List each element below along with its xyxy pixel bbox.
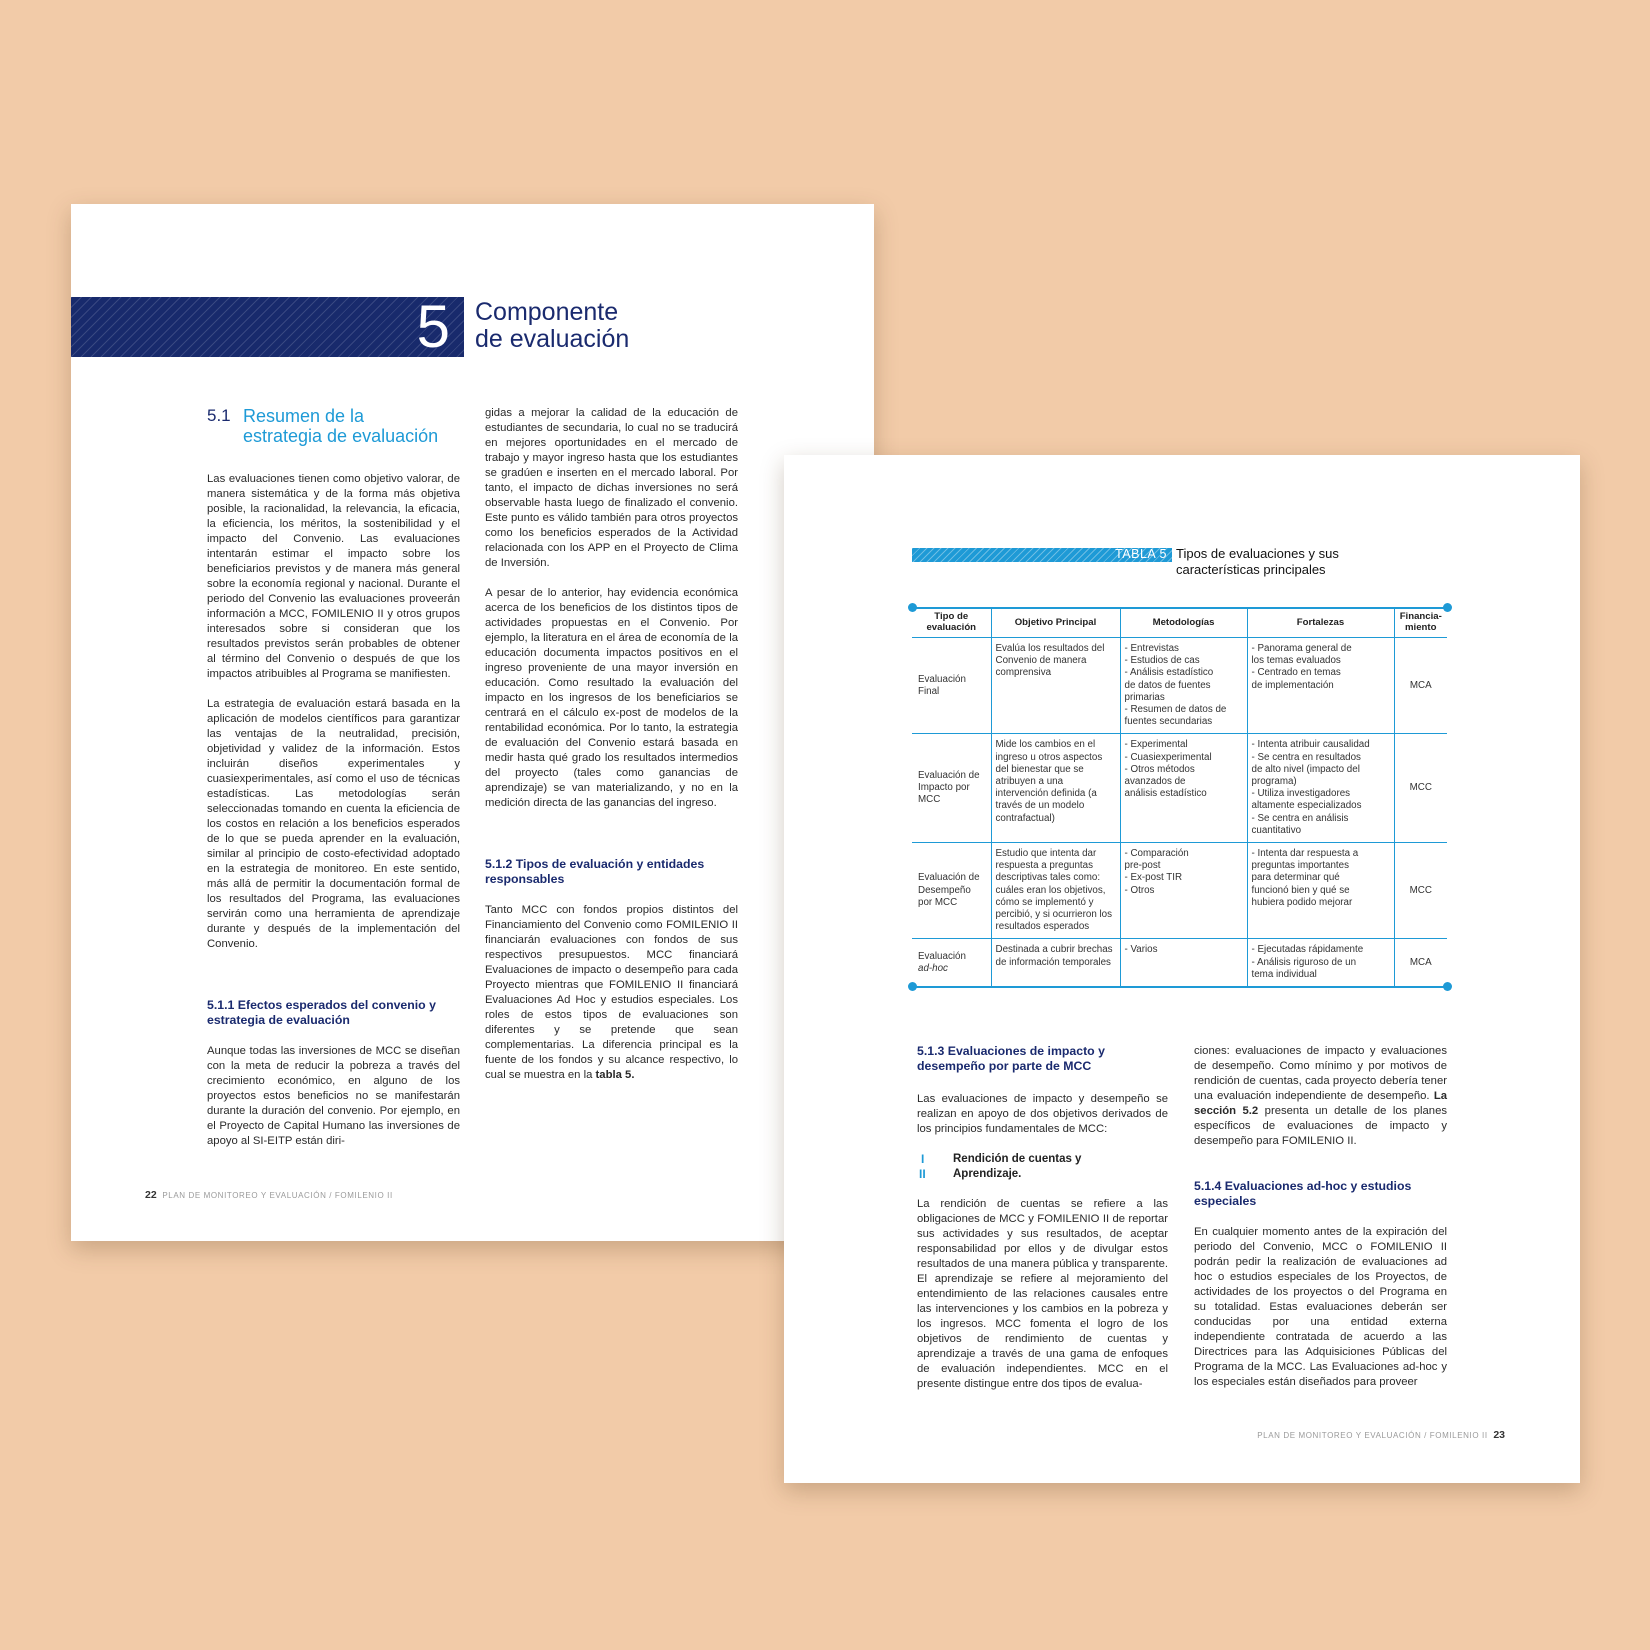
cell-strengths: - Intenta dar respuesta a preguntas importantes para determinar qué funcionó bien y qué se hubiera podido mejorar (1247, 843, 1394, 939)
column-header: Objetivo Principal (991, 607, 1120, 638)
table-header-row (912, 607, 1447, 638)
cell-methods: - Entrevistas - Estudios de cas - Análisis estadístico de datos de fuentes primarias - Resumen de datos de fuentes secundarias (1120, 638, 1247, 734)
left-column-text-b (207, 1044, 460, 1164)
rule-dot (908, 982, 917, 991)
section-heading-5-1: 5.1 Resumen de la estrategia de evaluación (207, 406, 439, 446)
right-column-text-a (485, 406, 738, 826)
cell-type: Evaluación Final (912, 638, 991, 734)
paragraph: La rendición de cuentas se refiere a las obligaciones de MCC y FOMILENIO II de reportar sus actividades y sus resultados, de aceptar responsabilidad por ellos y de divulgar estos resultados de una manera pública y transparente. El aprendizaje se refiere al mejoramiento del entendimiento de las relaciones causales entre las intervenciones y los cambios en la pobreza y los ingresos. MCC fomenta el logro de los objetivos de rendimiento de cuentas y aprendizaje a través de una gama de enfoques de evaluación independientes. MCC en el presente distingue entre dos tipos de evalua- (917, 1198, 1168, 1390)
page-footer: PLAN DE MONITOREO Y EVALUACIÓN / FOMILENIO II 23 (1257, 1429, 1505, 1441)
subheading-5-1-4: 5.1.4 Evaluaciones ad-hoc y estudios especiales (1194, 1179, 1412, 1208)
cell-methods: - Experimental - Cuasiexperimental - Otros métodos avanzados de análisis estadístico (1120, 734, 1247, 843)
section-reference: La sección 5.2 (1194, 1090, 1447, 1117)
table-title: Tipos de evaluaciones y sus características principales (1176, 546, 1339, 577)
cell-type: Evaluación de Impacto por MCC (912, 734, 991, 843)
paragraph: gidas a mejorar la calidad de la educación de estudiantes de secundaria, lo cual no se traducirá en mejores oportunidades en el mercado de trabajo y mayor ingreso hasta que los estudiantes se gradúen e inserten en el mercado laboral. Por tanto, el impacto de dichas inversiones no será observable hasta luego de finalizado el convenio. Este punto es válido también para otros proyectos como los beneficios esperados de la Actividad relacionada con los APP en el Proyecto de Clima de Inversión. (485, 407, 738, 569)
cell-funding: MCA (1394, 939, 1447, 986)
cell-strengths: - Intenta atribuir causalidad - Se centra en resultados de alto nivel (impacto del programa) - Utiliza investigadores altamente especializados - Se centra en análisis cuantitativo (1247, 734, 1394, 843)
left-column-text-a (207, 472, 460, 967)
table-row (912, 734, 1447, 843)
page-number: 23 (1493, 1429, 1505, 1441)
section-number: 5.1 (207, 406, 231, 425)
table-reference: tabla 5. (595, 1069, 635, 1081)
list-item: Aprendizaje. (953, 1168, 1022, 1180)
table-row (912, 638, 1447, 734)
cell-objective: Estudio que intenta dar respuesta a preguntas descriptivas tales como: cuáles eran los objetivos, cómo se implementó y percibió, y si ocurrieron los resultados esperados (991, 843, 1120, 939)
paragraph: Aunque todas las inversiones de MCC se diseñan con la meta de reducir la pobreza a través del crecimiento económico, en alguno de los proyectos estos beneficios no se manifestarán durante la duración del convenio. Por ejemplo, en el Proyecto de Capital Humano las inversiones de apoyo al SI-EITP están diri- (207, 1045, 460, 1147)
table-row (912, 939, 1447, 986)
objectives-list (953, 1152, 1081, 1182)
subheading-5-1-3: 5.1.3 Evaluaciones de impacto y desempeño por parte de MCC (917, 1044, 1105, 1073)
chapter-title: Componente de evaluación (475, 298, 630, 353)
paragraph: Las evaluaciones de impacto y desempeño se realizan en apoyo de dos objetivos derivados de los principios fundamentales de MCC: (917, 1093, 1168, 1135)
table-bottom-rule (912, 986, 1447, 988)
table-label: TABLA 5 (1115, 547, 1167, 561)
cell-objective: Destinada a cubrir brechas de información temporales (991, 939, 1120, 986)
column-header: Tipo de evaluación (912, 607, 991, 638)
chapter-number: 5 (416, 293, 450, 360)
left-column-text-a (917, 1092, 1168, 1152)
chapter-banner (71, 293, 464, 360)
paragraph: La estrategia de evaluación estará basada en la aplicación de modelos científicos para garantizar las ventajas de la neutralidad, precisión, objetividad y validez de la información. Estos incluirán diseños experimentales y cuasiexperimentales, así como el uso de técnicas estadísticas. Las metodologías serán seleccionadas tomando en cuenta la eficiencia de los costos en relación a los beneficios esperados de lo que se pueda aprender en la evaluación, similar al principio de costo-efectividad adoptado en la estrategia de monitoreo. En este sentido, más allá de permitir la documentación formal de los resultados del Programa, las evaluaciones servirán como una herramienta de aprendizaje durante y después de la implementación del Convenio. (207, 698, 460, 950)
evaluation-types-table (912, 607, 1447, 986)
cell-methods: - Varios (1120, 939, 1247, 986)
column-header: Metodologías (1120, 607, 1247, 638)
paragraph: ciones: evaluaciones de impacto y evaluaciones de desempeño. Como mínimo y por motivos de rendición de cuentas, cada proyecto debería tener una evaluación independiente de desempeño. La sección 5.2 presenta un detalle de los planes específicos de evaluaciones de impacto y desempeño para FOMILENIO II. (1194, 1045, 1447, 1147)
rule-dot (1443, 982, 1452, 991)
right-column-text-b (485, 903, 738, 1098)
left-column-text-b (917, 1197, 1168, 1407)
cell-strengths: - Panorama general de los temas evaluados - Centrado en temas de implementación (1247, 638, 1394, 734)
paragraph: Las evaluaciones tienen como objetivo valorar, de manera sistemática y de la forma más objetiva posible, la racionalidad, la relevancia, la eficacia, la eficiencia, los méritos, la sostenibilidad y el impacto del Convenio. Las evaluaciones intentarán estimar el impacto sobre los beneficiarios previstos y de manera más general sobre la economía regional y nacional. Durante el periodo del Convenio las evaluaciones proveerán información a MCC, FOMILENIO II y otros grupos interesados sobre si consideran que los resultados previstos serán probables de obtener al término del Convenio o después de que los impactos atribuibles al Programa se manifiesten. (207, 473, 460, 680)
roman-numerals: I II (919, 1152, 926, 1181)
cell-strengths: - Ejecutadas rápidamente - Análisis riguroso de un tema individual (1247, 939, 1394, 986)
paragraph: Tanto MCC con fondos propios distintos del Financiamiento del Convenio como FOMILENIO II financiarán evaluaciones con fondos de sus respectivos presupuestos. MCC financiará Evaluaciones de impacto o desempeño para cada Proyecto mientras que FOMILENIO II financiará Evaluaciones Ad Hoc y estudios especiales. Los roles de estos tipos de evaluaciones son diferentes y se pretende que sean complementarias. La diferencia principal es la fuente de los fondos y su alcance respectivo, lo cual se muestra en la tabla 5. (485, 904, 738, 1081)
subheading-5-1-1: 5.1.1 Efectos esperados del convenio y estrategia de evaluación (207, 998, 436, 1027)
cell-funding: MCC (1394, 734, 1447, 843)
table-row (912, 843, 1447, 939)
page-22 (71, 204, 874, 1241)
page-number: 22 (145, 1189, 157, 1201)
column-header: Financia-miento (1394, 607, 1447, 638)
page-23 (784, 455, 1580, 1483)
cell-type: Evaluación de Desempeño por MCC (912, 843, 991, 939)
subheading-5-1-2: 5.1.2 Tipos de evaluación y entidades responsables (485, 857, 705, 886)
table-label-banner (912, 548, 1172, 562)
page-footer: 22 PLAN DE MONITOREO Y EVALUACIÓN / FOMILENIO II (145, 1189, 393, 1201)
paragraph: A pesar de lo anterior, hay evidencia económica acerca de los beneficios de los distintos tipos de actividades propuestas en el Convenio. Por ejemplo, la literatura en el área de economía de la educación documenta impactos positivos en el ingreso proveniente de una mayor inversión en educación. Como resultado la evaluación del impacto en los ingresos de los beneficiarios se centrará en el cálculo ex-post de modelos de la rentabilidad económica. Por lo tanto, la estrategia de evaluación del Convenio estará basada en medir hasta qué grado los resultados intermedios del proyecto (tales como ganancias de aprendizaje) se van materializando, y no en la medición directa de las ganancias del ingreso. (485, 587, 738, 809)
cell-objective: Evalúa los resultados del Convenio de manera comprensiva (991, 638, 1120, 734)
paragraph: En cualquier momento antes de la expiración del periodo del Convenio, MCC o FOMILENIO II podrán pedir la realización de evaluaciones ad hoc o estudios especiales de los Proyectos, de actividades de los proyectos o del Programa en su totalidad. Estas evaluaciones deberán ser conducidas por una entidad externa independiente contratada de acuerdo a las Directrices para las Adquisiciones Públicas del Programa de la MCC. Las Evaluaciones ad-hoc y los especiales están diseñados para proveer (1194, 1226, 1447, 1388)
list-item: Rendición de cuentas y (953, 1153, 1082, 1165)
column-header: Fortalezas (1247, 607, 1394, 638)
right-column-text-a (1194, 1044, 1447, 1164)
cell-funding: MCA (1394, 638, 1447, 734)
cell-methods: - Comparación pre-post - Ex-post TIR - Otros (1120, 843, 1247, 939)
cell-objective: Mide los cambios en el ingreso u otros aspectos del bienestar que se atribuyen a una intervención definida (a través de un modelo contrafactual) (991, 734, 1120, 843)
cell-type: Evaluación ad-hoc (912, 939, 991, 986)
cell-funding: MCC (1394, 843, 1447, 939)
right-column-text-b (1194, 1225, 1447, 1405)
